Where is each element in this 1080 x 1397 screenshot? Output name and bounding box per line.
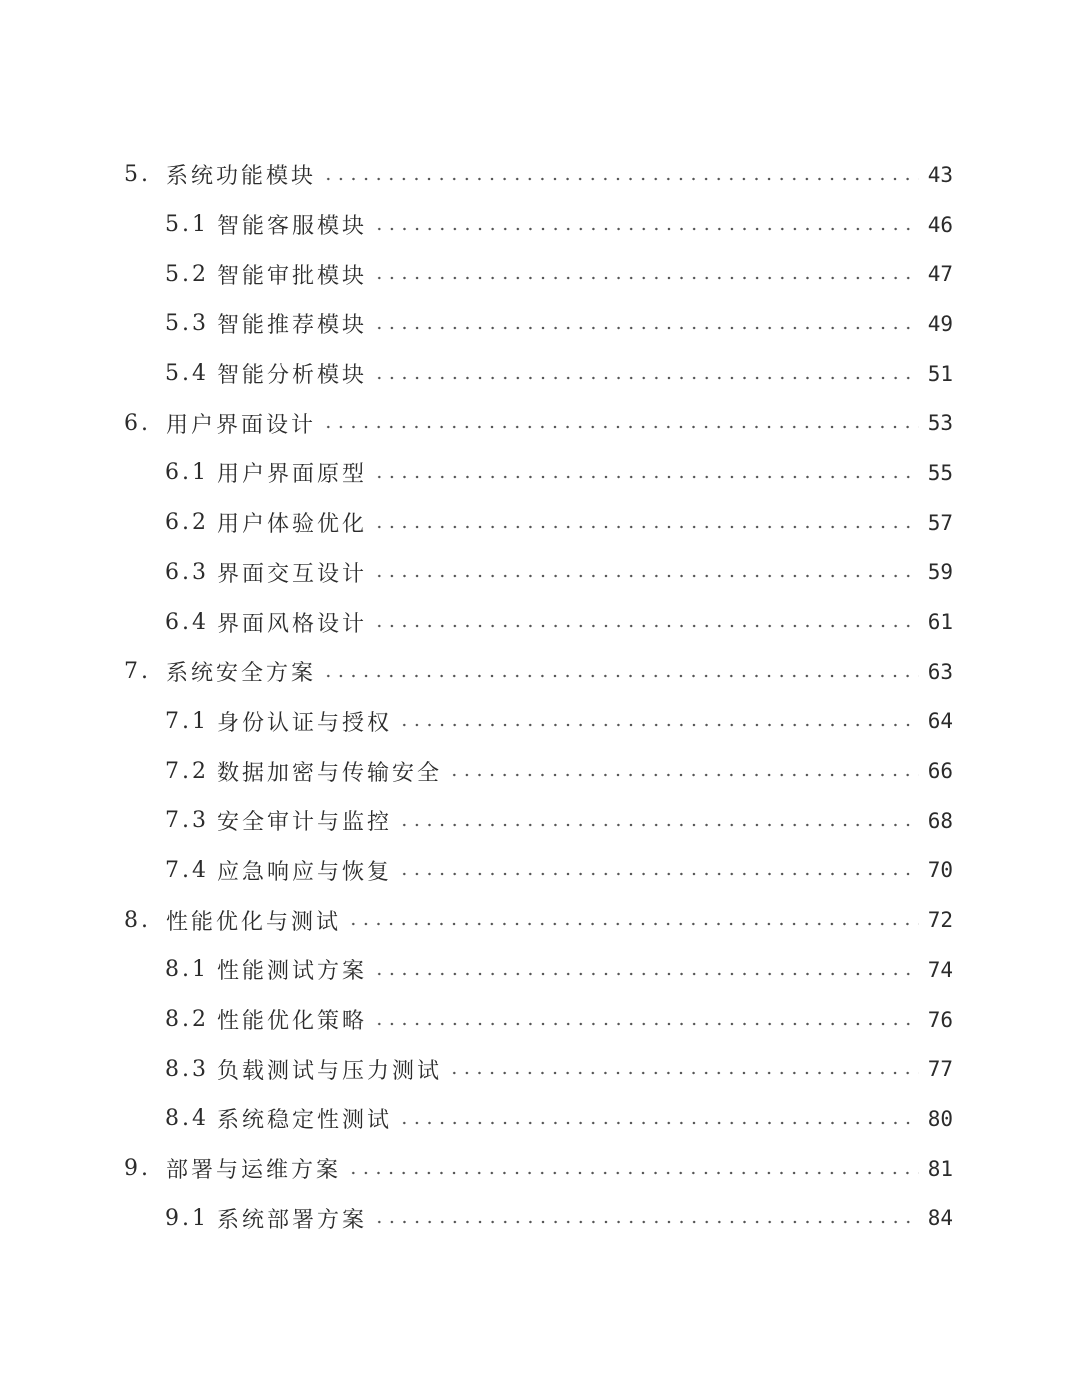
- dot-leader: [373, 574, 919, 578]
- toc-entry-title: 系统稳定性测试: [217, 1108, 393, 1134]
- dot-leader: [322, 674, 919, 678]
- toc-entry[interactable]: [0, 548, 1080, 598]
- toc-entry-title: 界面交互设计: [217, 561, 368, 587]
- toc-entry-title: 安全审计与监控: [217, 810, 393, 836]
- dot-leader: [373, 326, 919, 330]
- toc-entry-page: 63: [927, 659, 953, 684]
- toc-entry-page: 74: [927, 957, 953, 982]
- toc-entry-title: 部署与运维方案: [166, 1158, 342, 1184]
- dot-leader: [398, 723, 919, 727]
- toc-entry-title: 界面风格设计: [217, 611, 368, 637]
- dot-leader: [448, 773, 919, 777]
- toc-entry[interactable]: [0, 349, 1080, 399]
- toc-entry-title: 系统安全方案: [166, 661, 317, 687]
- toc-entry-title: 智能客服模块: [217, 214, 368, 240]
- dot-leader: [373, 276, 919, 280]
- toc-entry-title: 系统部署方案: [217, 1207, 368, 1233]
- dot-leader: [398, 1121, 919, 1125]
- toc-entry-number: 5.3: [165, 311, 209, 337]
- toc-entry-page: 72: [927, 908, 953, 933]
- toc-entry-page: 46: [927, 212, 953, 237]
- toc-entry[interactable]: [0, 498, 1080, 548]
- toc-entry-page: 84: [927, 1206, 953, 1231]
- toc-entry[interactable]: [0, 150, 1080, 200]
- toc-entry-page: 77: [927, 1057, 953, 1082]
- toc-entry[interactable]: [0, 597, 1080, 647]
- toc-entry-number: 5.2: [165, 261, 209, 287]
- toc-entry-title: 性能优化策略: [217, 1009, 368, 1035]
- toc-entry-title: 用户界面原型: [217, 462, 368, 488]
- toc-entry-number: 6.3: [165, 559, 209, 585]
- toc-entry[interactable]: [0, 895, 1080, 945]
- toc-entry[interactable]: [0, 398, 1080, 448]
- toc-entry-page: 81: [927, 1156, 953, 1181]
- toc-entry-title: 应急响应与恢复: [217, 859, 393, 885]
- toc-entry-title: 身份认证与授权: [217, 710, 393, 736]
- toc-entry-page: 55: [927, 460, 953, 485]
- toc-entry-number: 7.: [124, 659, 151, 685]
- dot-leader: [322, 425, 919, 429]
- dot-leader: [373, 1022, 919, 1026]
- toc-entry-number: 7.2: [165, 758, 209, 784]
- toc-entry[interactable]: [0, 846, 1080, 896]
- toc-entry[interactable]: [0, 1144, 1080, 1194]
- dot-leader: [373, 227, 919, 231]
- dot-leader: [373, 972, 919, 976]
- dot-leader: [347, 922, 919, 926]
- toc-entry-title: 用户体验优化: [217, 512, 368, 538]
- toc-entry-number: 9.: [124, 1156, 151, 1182]
- toc-entry[interactable]: [0, 1193, 1080, 1243]
- toc-entry-title: 智能分析模块: [217, 363, 368, 389]
- toc-entry-page: 68: [927, 808, 953, 833]
- toc-entry-page: 61: [927, 610, 953, 635]
- dot-leader: [373, 624, 919, 628]
- toc-entry-page: 53: [927, 411, 953, 436]
- toc-entry-number: 8.1: [165, 957, 209, 983]
- dot-leader: [373, 475, 919, 479]
- toc-entry-page: 47: [927, 262, 953, 287]
- toc-entry-page: 76: [927, 1007, 953, 1032]
- dot-leader: [398, 872, 919, 876]
- toc-entry-title: 性能测试方案: [217, 959, 368, 985]
- toc-entry-page: 70: [927, 858, 953, 883]
- toc-entry-number: 7.1: [165, 708, 209, 734]
- dot-leader: [347, 1171, 919, 1175]
- toc-entry-title: 智能审批模块: [217, 263, 368, 289]
- table-of-contents: [0, 150, 1080, 1243]
- dot-leader: [373, 525, 919, 529]
- toc-entry-page: 80: [927, 1106, 953, 1131]
- toc-entry-number: 6.2: [165, 510, 209, 536]
- toc-entry[interactable]: [0, 945, 1080, 995]
- toc-entry-number: 7.4: [165, 857, 209, 883]
- toc-entry[interactable]: [0, 995, 1080, 1045]
- dot-leader: [373, 376, 919, 380]
- toc-entry-number: 6.1: [165, 460, 209, 486]
- toc-entry-page: 64: [927, 709, 953, 734]
- dot-leader: [448, 1071, 919, 1075]
- toc-entry-number: 5.4: [165, 361, 209, 387]
- toc-entry-page: 51: [927, 361, 953, 386]
- toc-entry[interactable]: [0, 448, 1080, 498]
- toc-entry-page: 66: [927, 759, 953, 784]
- toc-entry[interactable]: [0, 796, 1080, 846]
- toc-entry-title: 数据加密与传输安全: [217, 760, 443, 786]
- toc-entry-number: 8.4: [165, 1106, 209, 1132]
- toc-entry[interactable]: [0, 1094, 1080, 1144]
- toc-entry-number: 5.1: [165, 212, 209, 238]
- toc-entry[interactable]: [0, 299, 1080, 349]
- toc-entry-title: 用户界面设计: [166, 412, 317, 438]
- toc-entry[interactable]: [0, 1044, 1080, 1094]
- toc-entry[interactable]: [0, 200, 1080, 250]
- toc-entry-page: 57: [927, 510, 953, 535]
- toc-entry-page: 43: [927, 162, 953, 187]
- toc-entry-title: 负载测试与压力测试: [217, 1058, 443, 1084]
- toc-entry-number: 8.: [124, 907, 151, 933]
- dot-leader: [373, 1220, 919, 1224]
- dot-leader: [398, 823, 919, 827]
- toc-entry-page: 49: [927, 311, 953, 336]
- toc-entry-title: 性能优化与测试: [166, 909, 342, 935]
- toc-entry-number: 5.: [124, 162, 151, 188]
- toc-entry[interactable]: [0, 746, 1080, 796]
- toc-entry-number: 9.1: [165, 1205, 209, 1231]
- dot-leader: [322, 177, 919, 181]
- toc-entry[interactable]: [0, 697, 1080, 747]
- toc-entry-number: 7.3: [165, 808, 209, 834]
- toc-entry-title: 系统功能模块: [166, 164, 317, 190]
- toc-entry-number: 6.4: [165, 609, 209, 635]
- toc-entry[interactable]: [0, 249, 1080, 299]
- toc-entry[interactable]: [0, 647, 1080, 697]
- toc-entry-title: 智能推荐模块: [217, 313, 368, 339]
- toc-entry-number: 6.: [124, 410, 151, 436]
- toc-entry-number: 8.2: [165, 1007, 209, 1033]
- toc-entry-page: 59: [927, 560, 953, 585]
- toc-entry-number: 8.3: [165, 1056, 209, 1082]
